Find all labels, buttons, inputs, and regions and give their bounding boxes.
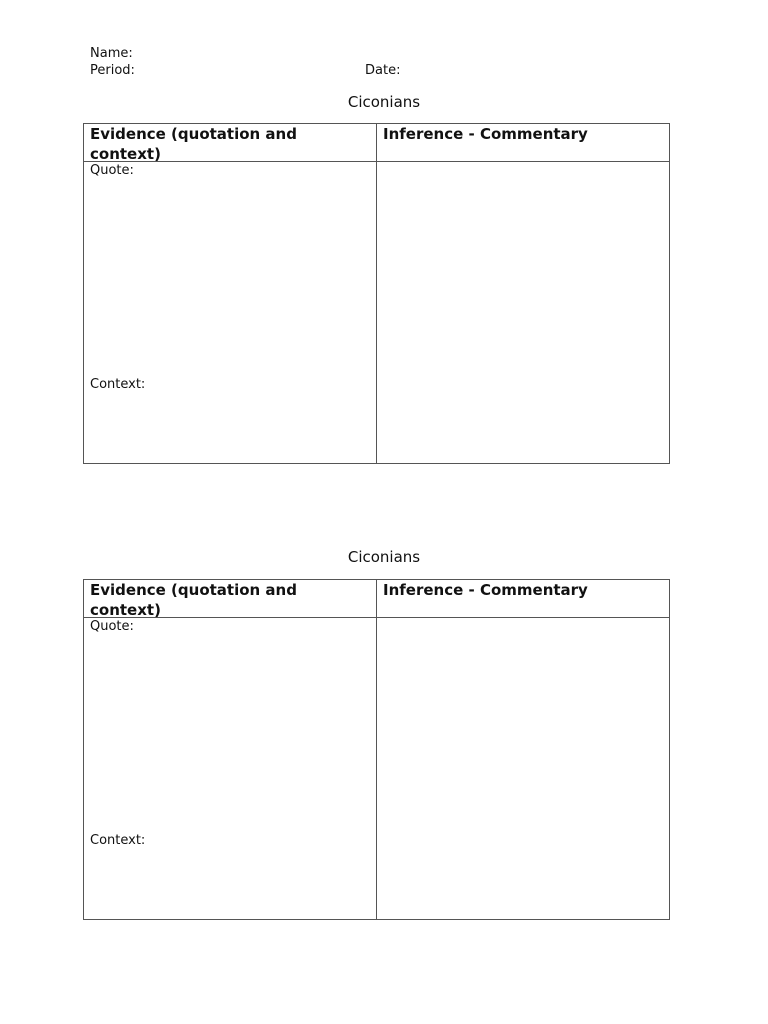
name-label: Name: bbox=[90, 46, 133, 61]
context-label: Context: bbox=[90, 377, 146, 392]
evidence-table bbox=[83, 579, 670, 920]
evidence-header: Evidence (quotation and context) bbox=[90, 581, 297, 619]
worksheet-title: Ciconians bbox=[347, 93, 421, 111]
quote-label: Quote: bbox=[90, 163, 134, 178]
context-label: Context: bbox=[90, 833, 146, 848]
period-label: Period: bbox=[90, 63, 135, 78]
column-divider bbox=[376, 124, 377, 463]
evidence-header: Evidence (quotation and context) bbox=[90, 125, 297, 163]
inference-header: Inference - Commentary bbox=[383, 125, 588, 143]
quote-label: Quote: bbox=[90, 619, 134, 634]
evidence-table bbox=[83, 123, 670, 464]
worksheet-title: Ciconians bbox=[347, 548, 421, 566]
inference-header: Inference - Commentary bbox=[383, 581, 588, 599]
column-divider bbox=[376, 580, 377, 919]
date-label: Date: bbox=[365, 63, 401, 78]
